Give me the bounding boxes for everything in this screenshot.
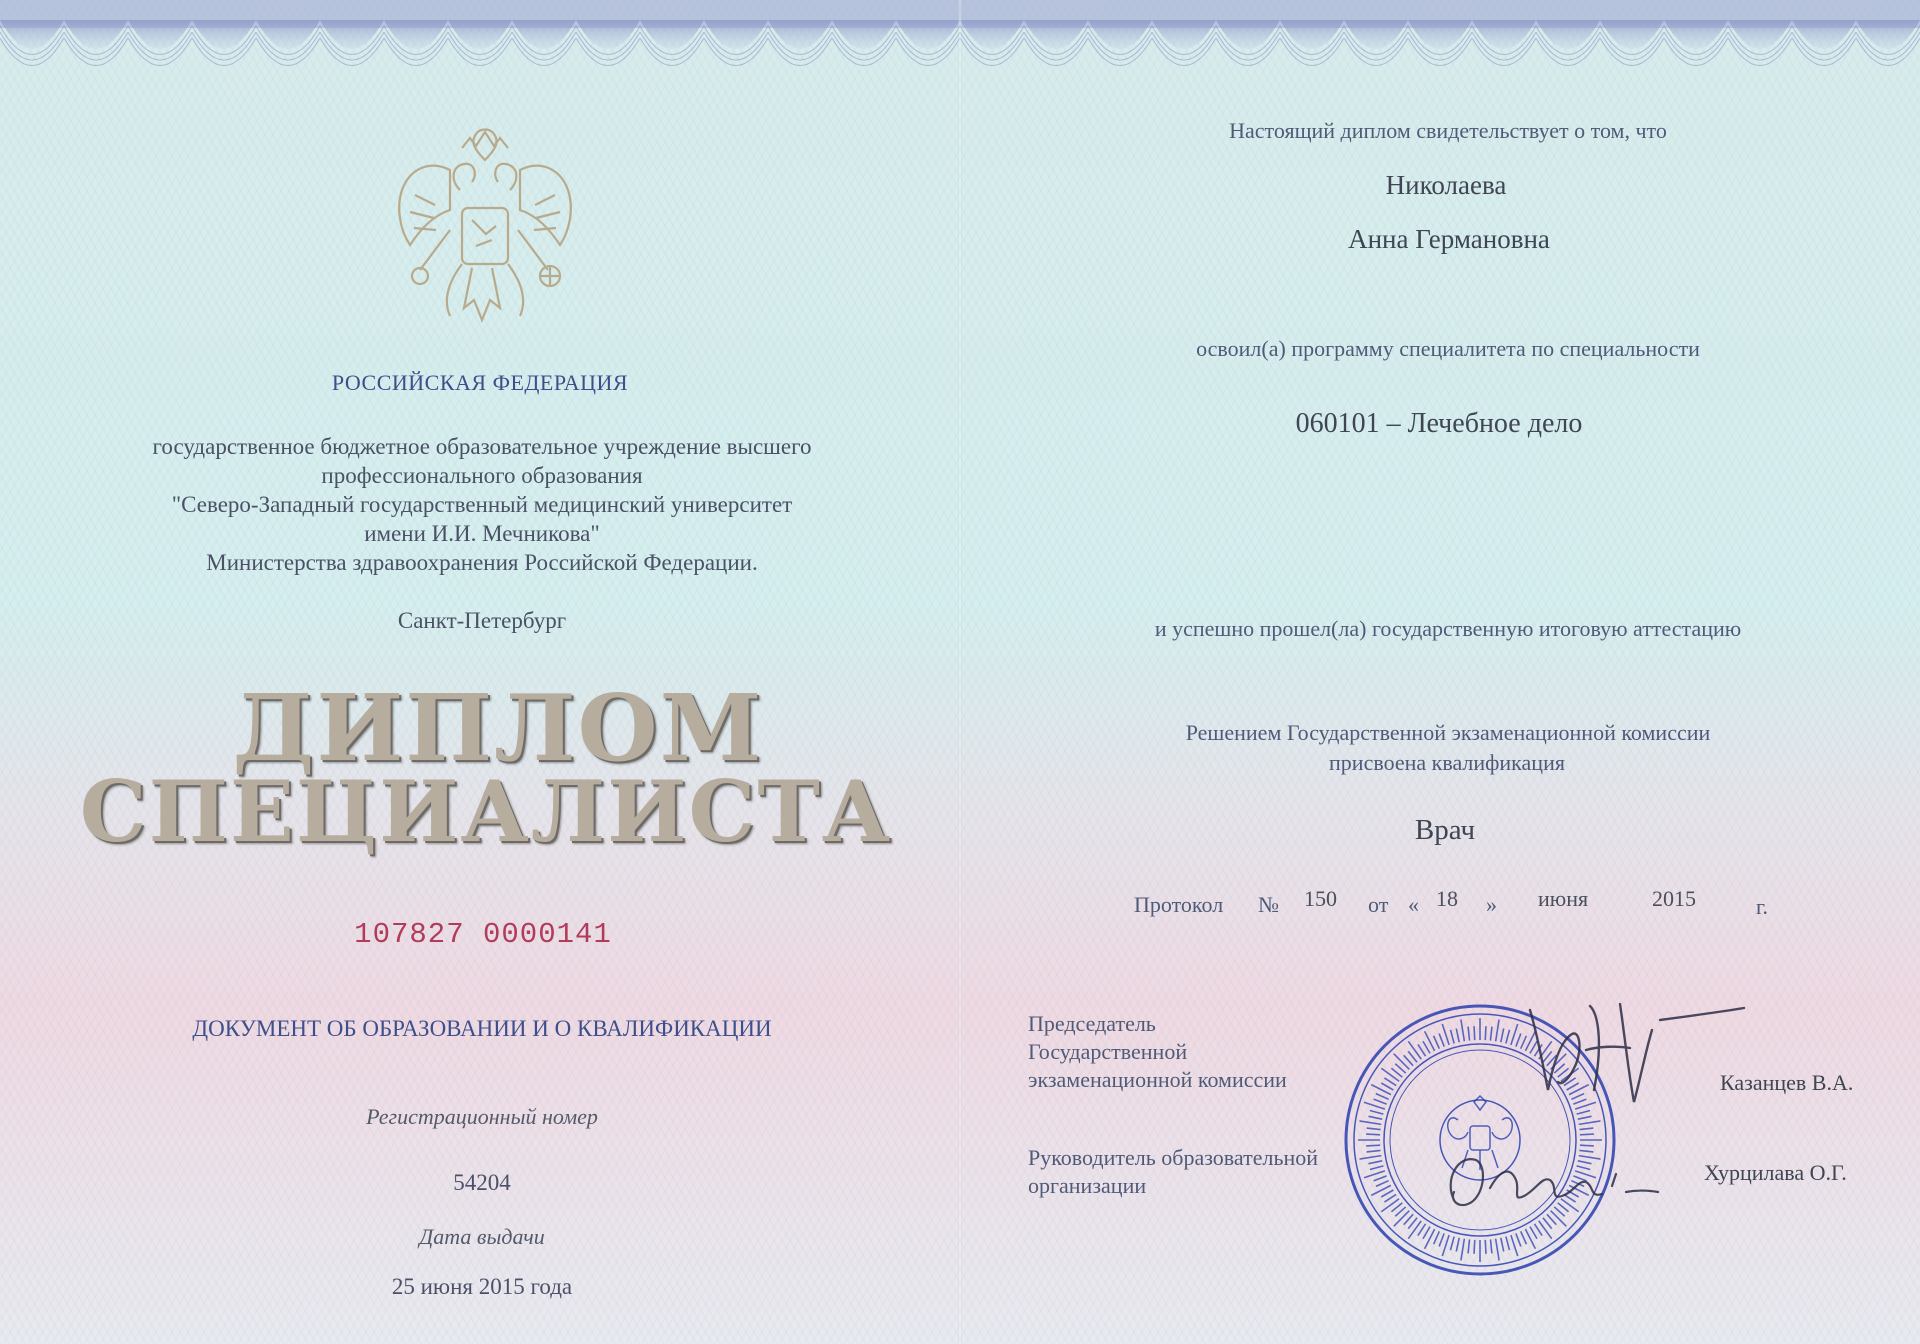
quote-close: » [1486,892,1497,917]
head-title [1028,1144,1318,1200]
protocol-number: 150 [1304,886,1337,911]
commission-decision-line1: Решением Государственной экзаменационной комиссии [1185,720,1711,745]
institution-line: профессионального образования [321,463,643,488]
specialty: 060101 – Лечебное дело [1295,408,1583,439]
registration-number: 54204 [453,1170,511,1195]
chairman-name: Казанцев В.А. [1720,1070,1854,1095]
head-signature [1440,1140,1680,1220]
chairman-title-line: Председатель [1028,1011,1156,1036]
protocol-year: 2015 [1652,886,1696,911]
attestation-text: и успешно прошел(ла) государственную итоговую аттестацию [1154,616,1742,641]
program-text: освоил(а) программу специалитета по специальности [1196,336,1700,361]
document-type: ДОКУМЕНТ ОБ ОБРАЗОВАНИИ И О КВАЛИФИКАЦИИ [192,1016,772,1041]
qualification: Врач [1414,814,1476,846]
graduate-surname: Николаева [1385,170,1507,200]
institution-line: имени И.И. Мечникова" [364,521,600,546]
country-name: РОССИЙСКАЯ ФЕДЕРАЦИЯ [331,370,629,395]
quote-open: « [1408,892,1419,917]
protocol-month: июня [1538,886,1589,911]
issue-date: 25 июня 2015 года [391,1274,573,1299]
institution-line: "Северо-Западный государственный медицинский университет [171,492,793,517]
diploma-title-line1: ДИПЛОМ [232,674,764,782]
chairman-title-line: экзаменационной комиссии [1028,1067,1287,1092]
protocol-label: Протокол [1134,892,1224,917]
chairman-signature [1300,990,1760,1120]
issue-date-label: Дата выдачи [419,1224,545,1249]
graduate-given-names: Анна Германовна [1348,224,1550,254]
chairman-title [1028,1010,1287,1094]
commission-decision-line2: присвоена квалификация [1329,750,1565,775]
double-headed-eagle-emblem [380,120,590,340]
protocol-day: 18 [1436,886,1458,911]
institution-name [153,432,812,577]
serial-number: 107827 0000141 [354,918,612,951]
head-title-line: Руководитель образовательной [1028,1145,1319,1170]
head-title-line: организации [1028,1173,1147,1198]
protocol-year-suffix: г. [1756,894,1769,919]
institution-line: государственное бюджетное образовательное учреждение высшего [152,434,812,459]
institution-line: Министерства здравоохранения Российской Федерации. [206,550,758,575]
head-name: Хурцилава О.Г. [1704,1160,1847,1185]
diploma-title-line2: СПЕЦИАЛИСТА [79,762,893,861]
chairman-title-line: Государственной [1028,1039,1188,1064]
intro-text: Настоящий диплом свидетельствует о том, что [1229,118,1667,143]
protocol-from: от [1368,892,1389,917]
registration-number-label: Регистрационный номер [366,1104,598,1129]
city: Санкт-Петербург [397,608,567,633]
protocol-number-sign: № [1258,892,1279,917]
